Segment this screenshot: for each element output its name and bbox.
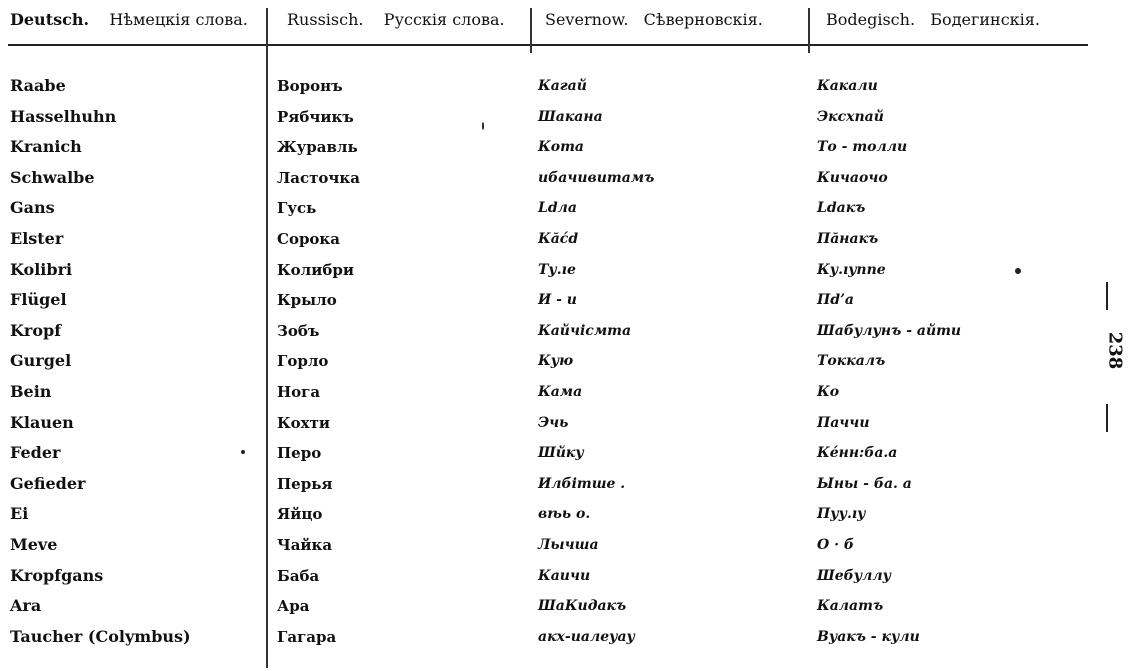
bodegisch-word: Какали (817, 78, 878, 94)
russian-word: Крыло (277, 291, 337, 310)
german-word: Bein (10, 382, 52, 401)
page-number: 238 (1104, 331, 1126, 370)
severnow-word: Кама (538, 384, 583, 400)
russian-word: Сорока (277, 230, 340, 248)
page-number-rule-top (1106, 282, 1108, 310)
german-word: Flügel (10, 290, 67, 310)
russian-word: Яйцо (277, 505, 323, 524)
table-row (0, 504, 1090, 535)
severnow-word: Кайчісмта (538, 322, 632, 339)
table-row (0, 137, 1090, 168)
russian-word: Перо (277, 444, 322, 463)
table-row (0, 627, 1090, 658)
column-divider-3 (808, 8, 810, 53)
russian-word: Гусь (277, 199, 317, 218)
german-word: Ara (10, 596, 42, 616)
bodegisch-word: Шебуллу (817, 567, 892, 584)
bodegisch-word: Кичаочо (817, 169, 888, 186)
bodegisch-word: Пăнакъ (817, 231, 879, 247)
german-word: Elster (10, 229, 64, 248)
severnow-word: Ldла (538, 200, 577, 217)
table-row (0, 260, 1090, 291)
bodegisch-word: Токкалъ (817, 353, 886, 370)
header-german-latin: Deutsch. (10, 10, 90, 29)
severnow-word: Шакана (538, 108, 603, 125)
severnow-word: акх-иалеуау (538, 628, 635, 645)
ink-speck (1015, 268, 1021, 274)
table-row (0, 107, 1090, 138)
german-word: Klauen (10, 412, 74, 432)
bodegisch-word: Ку.ıynne (817, 261, 886, 278)
header-german (10, 10, 248, 29)
russian-word: Горло (277, 352, 329, 371)
table-row (0, 413, 1090, 444)
table-row (0, 382, 1090, 413)
russian-word: Ласточка (277, 168, 360, 187)
bodegisch-word: Кéнн:ба.а (817, 445, 898, 462)
table-row (0, 198, 1090, 229)
german-word: Gans (10, 198, 55, 218)
table-row (0, 168, 1090, 199)
german-word: Feder (10, 443, 61, 463)
severnow-word: ибачивитамъ (538, 169, 655, 186)
header-severnow-cyrillic: Сѣверновскія. (643, 10, 763, 29)
german-word: Hasselhuhn (10, 106, 117, 126)
german-word: Taucher (Colymbus) (10, 626, 191, 646)
table-row (0, 290, 1090, 321)
severnow-word: Лычша (538, 537, 599, 553)
bodegisch-word: Ко (817, 384, 840, 400)
german-word: Meve (10, 535, 58, 554)
bodegisch-word: Шабулунъ - айти (817, 322, 962, 339)
column-divider-2 (530, 8, 532, 53)
table-row (0, 443, 1090, 474)
table-row (0, 474, 1090, 505)
russian-word: Воронъ (277, 77, 343, 95)
severnow-word: Кую (538, 353, 574, 370)
header-bodegisch-cyrillic: Бодегинскія. (930, 10, 1040, 29)
severnow-word: Кăćd (538, 231, 579, 247)
german-word: Kranich (10, 137, 82, 157)
severnow-word: Каичи (538, 567, 591, 584)
header-severnow (545, 10, 763, 29)
table-row (0, 596, 1090, 627)
severnow-word: И - и (538, 292, 577, 309)
severnow-word: Кота (538, 139, 584, 156)
header-russian (287, 10, 505, 29)
german-word: Kropfgans (10, 565, 104, 585)
russian-word: Нога (277, 383, 321, 401)
severnow-word: Эчь (538, 414, 569, 431)
bodegisch-word: О · б (817, 537, 854, 553)
russian-word: Баба (277, 566, 320, 585)
table-row (0, 229, 1090, 260)
header-severnow-latin: Severnow. (545, 10, 629, 29)
german-word: Kolibri (10, 259, 73, 279)
header-german-cyrillic: Нѣмецкія слова. (109, 10, 248, 29)
russian-word: Перья (277, 474, 333, 493)
bodegisch-word: Эксхпай (817, 108, 884, 125)
russian-word: Гагара (277, 627, 337, 646)
header-bodegisch (826, 10, 1040, 29)
bodegisch-word: Паччи (817, 414, 870, 431)
table-row (0, 566, 1090, 597)
severnow-word: Шйку (538, 445, 584, 462)
russian-word: Журавль (277, 138, 358, 157)
russian-word: Зобъ (277, 321, 320, 340)
header-bodegisch-latin: Bodegisch. (826, 10, 916, 29)
bodegisch-word: Пdʼа (817, 292, 854, 309)
german-word: Gurgel (10, 351, 72, 371)
german-word: Ei (10, 504, 29, 524)
header-rule (8, 44, 1088, 46)
table-row (0, 535, 1090, 566)
page-number-rule-bottom (1106, 404, 1108, 432)
bodegisch-word: Вуакъ - кули (817, 628, 920, 645)
severnow-word: Илбітше . (538, 475, 626, 492)
russian-word: Кохти (277, 413, 331, 432)
severnow-word: вѣь о. (538, 506, 591, 523)
russian-word: Ара (277, 597, 310, 616)
bodegisch-word: То - толли (817, 139, 908, 156)
header-russian-latin: Russisch. (287, 10, 364, 29)
german-word: Raabe (10, 76, 66, 95)
header-russian-cyrillic: Русскія слова. (383, 10, 505, 29)
bodegisch-word: Ыны - ба. а (817, 475, 912, 492)
russian-word: Чайка (277, 536, 333, 554)
bodegisch-word: Пуу.ıу (817, 506, 866, 523)
german-word: Kropf (10, 320, 62, 340)
bodegisch-word: Калатъ (817, 598, 884, 615)
table-row (0, 321, 1090, 352)
table-row (0, 351, 1090, 382)
ink-speck (241, 450, 245, 454)
german-word: Schwalbe (10, 167, 95, 187)
severnow-word: Ту.ıе (538, 261, 576, 278)
severnow-word: Кагай (538, 78, 587, 94)
german-word: Gefieder (10, 473, 86, 493)
ink-speck (482, 122, 484, 130)
russian-word: Рябчикъ (277, 107, 354, 126)
severnow-word: ШаКидакъ (538, 598, 627, 615)
russian-word: Колибри (277, 260, 354, 279)
bodegisch-word: Ldакъ (817, 200, 866, 217)
table-row (0, 76, 1090, 107)
